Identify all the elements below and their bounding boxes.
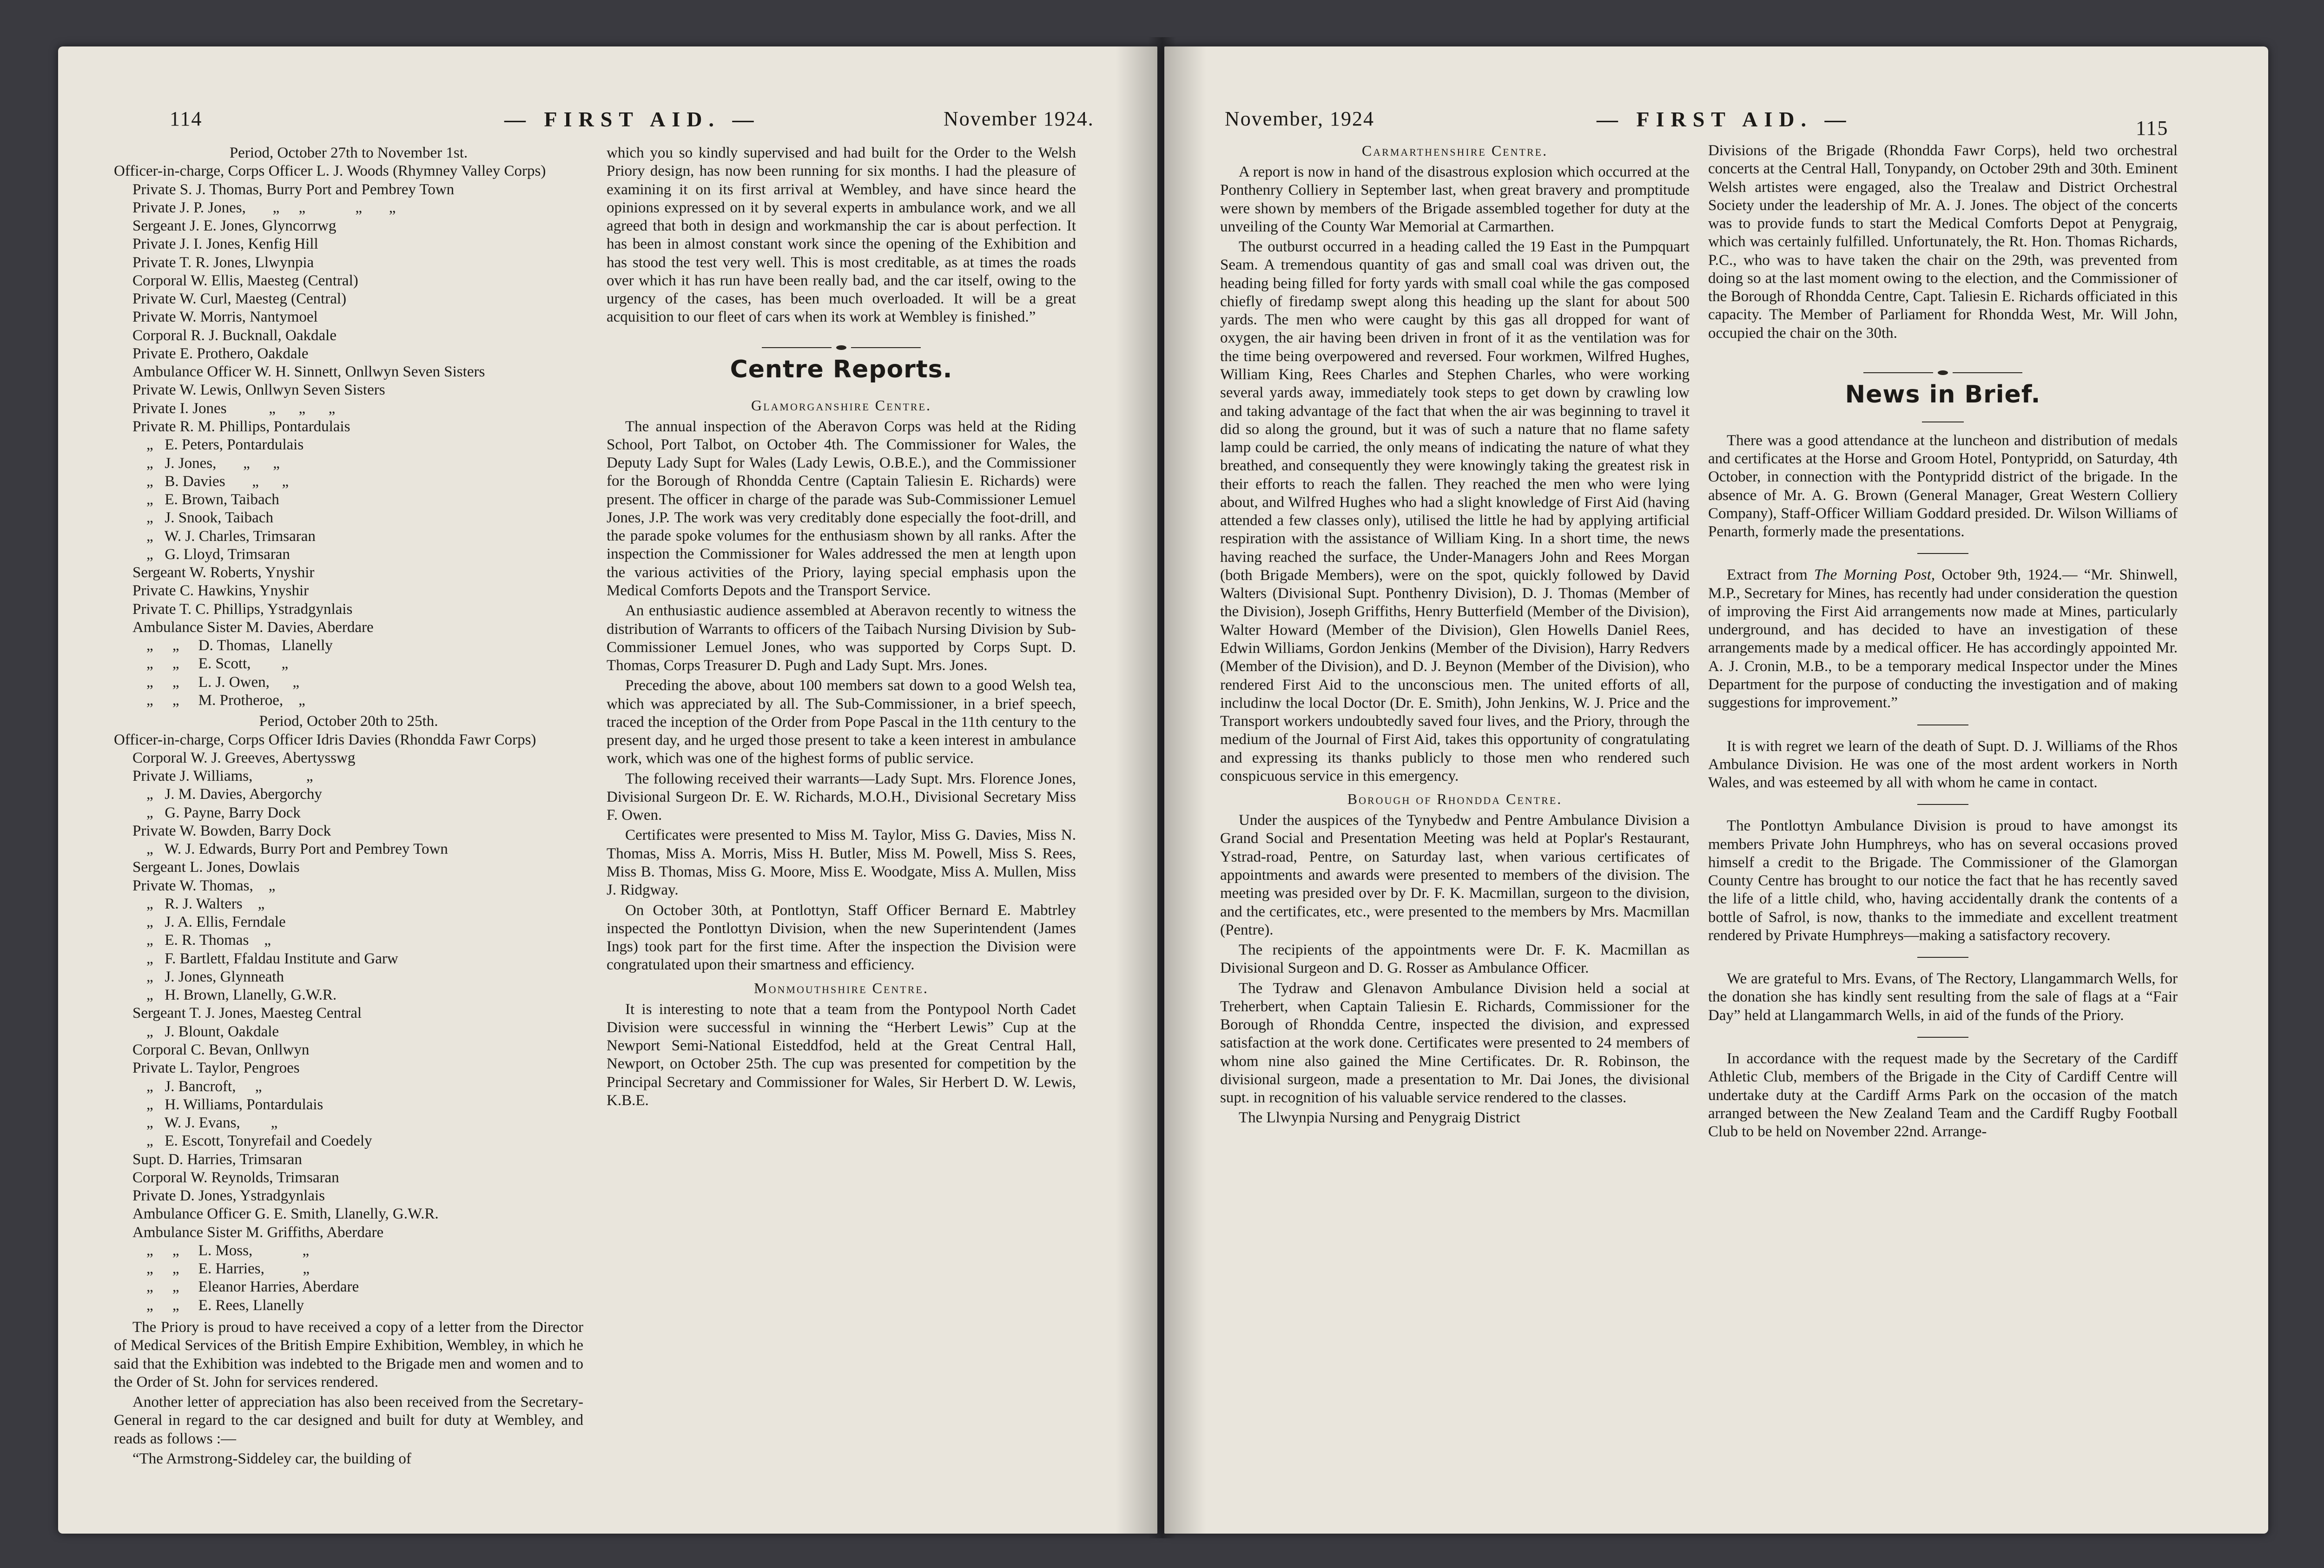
roster-entry: Private W. Morris, Nantymoel	[132, 309, 318, 326]
roster-entry: „ J. Jones, Glynneath	[146, 968, 284, 985]
news-item: The Pontlottyn Ambulance Division is proud to have amongst its members Private John Humphreys, who has on several occasions proved himself a credit to the Brigade. The Commissioner of the Glamorgan County Centre has brought to our notice the fact that he has recently saved the life of a little child, who, having accidentally drank the contents of a bottle of Safrol, is now, thanks to the immediate and excellent treatment rendered by Private Humphreys—making a satisfactory recovery.	[1708, 817, 2178, 944]
roster-entry: Corporal W. Ellis, Maesteg (Central)	[132, 272, 358, 289]
running-date: November, 1924	[1225, 107, 1374, 130]
paragraph: Certificates were presented to Miss M. Taylor, Miss G. Davies, Miss N. Thomas, Miss A. Morris, Miss H. Butler, Miss M. Powell, Miss S. Rees, Miss B. Thomas, Miss G. Moore, Miss E. Woodgate, Miss A. Mullen, Miss J. Ridgway.	[607, 827, 1076, 899]
roster-entry: „ W. J. Edwards, Burry Port and Pembrey Town	[146, 841, 448, 858]
paragraph: The Tydraw and Glenavon Ambulance Division held a social at Treherbert, when Captain Taliesin E. Richards, Commissioner for the Borough of Rhondda Centre, inspected the division, and expressed satisfaction at the work done. Certificates were presented to 24 members of whom nine also gained the Mine Certificates. Dr. R. Robinson, the divisional surgeon, made a presentation to Mr. Dai Jones, the divisional supt. in recognition of his valuable service rendered to the classes.	[1220, 980, 1690, 1107]
roster-entry: Private C. Hawkins, Ynyshir	[132, 582, 309, 600]
roster-entry: „ H. Williams, Pontardulais	[146, 1096, 324, 1113]
roster-entry: Private R. M. Phillips, Pontardulais	[132, 418, 350, 435]
roster-entry: „ R. J. Walters „	[146, 895, 265, 912]
roster-entry: „ J. Blount, Oakdale	[146, 1023, 279, 1040]
roster-entry: Private I. Jones „ „ „	[132, 400, 336, 417]
roster-entry: Private W. Lewis, Onllwyn Seven Sisters	[132, 382, 385, 399]
roster-entry: „ W. J. Evans, „	[146, 1114, 278, 1132]
roster-entry: Private S. J. Thomas, Burry Port and Pembrey Town	[132, 181, 455, 198]
roster-entry: „ E. Peters, Pontardulais	[146, 436, 304, 454]
roster-entry: „ „ L. J. Owen, „	[146, 673, 300, 691]
period-heading: Period, October 20th to 25th.	[259, 713, 438, 730]
text: October 9th, 1924.— “Mr. Shinwell, M.P., Secretary for Mines, has recently had under consideration the question of improving the First Aid arrangements now made at Mines, particularly underground, and has decided to have an investigation of these arrangements made by a medical officer. He has accordingly appointed Mr. A. J. Cronin, M.B., to be a temporary medical Inspector under the Mines Department for the purpose of conducting the investigation and of making suggestions for improvement.”	[1708, 567, 2178, 712]
section-ornament	[1708, 370, 2178, 375]
news-item: There was a good attendance at the luncheon and distribution of medals and certificates at the Horse and Groom Hotel, Pontypridd, on Saturday, 4th October, in connection with the Pontypridd district of the brigade. In the absence of Mr. A. G. Brown (General Manager, Great Western Colliery Company), Staff-Officer William Goddard presided. Dr. Wilson Williams of Penarth, formerly made the presentations.	[1708, 432, 2178, 540]
roster-entry: Private J. I. Jones, Kenfig Hill	[132, 236, 318, 253]
news-item: It is with regret we learn of the death of Supt. D. J. Williams of the Rhos Ambulance Division. He was one of the most ardent workers in North Wales, and was esteemed by all with whom he came in contact.	[1708, 738, 2178, 791]
left-page	[58, 46, 1157, 1534]
paragraph: A report is now in hand of the disastrous explosion which occurred at the Ponthenry Colliery in September last, when great bravery and promptitude were shown by members of the Brigade assembled together for duty at the unveiling of the County War Memorial at Carmarthen.	[1220, 164, 1690, 235]
paragraph: The outburst occurred in a heading called the 19 East in the Pumpquart Seam. A tremendous quantity of gas and small coal was driven out, the heading being filled for forty yards with small coal while the gas composed chiefly of firedamp swept along this heading up the slant for about 500 yards. The men who were caught by this gas all dropped for want of oxygen, the air having been driven in front of it as the ventilation was for the time being overpowered and reversed. Four workmen, Wilfred Hughes, William King, Rees Charles and Stephen Charles, who were working several yards away, immediately took steps to get down by crawling low and taking advantage of the fact that when the air was beginning to travel it did so along the ground, but it was of such a nature that no flame safety lamp could be carried, the only means of indicating the nature of what they breathed, and consequently they were knowingly taking the greatest risk in their efforts to reach the fallen. They reached the men who were lying about, and Wilfred Hughes who had a slight knowledge of First Aid (having attended a few classes only), utilised the little he had by applying artificial respiration with the assistance of William King. In a short time, the news having reached the surface, the Under-Managers John and Rees Morgan (both Brigade Members), were on the spot, quickly followed by David Walters (Divisional Supt. Ponthenry Division), D. J. Thomas (Member of the Division), Joseph Griffiths, Henry Butterfield (Member of the Division), Walter Howard (Member of the Division), Glen Howells Daniel Rees, Edwin Williams, Gordon Jenkins (Member of the Division), Harry Redvers (Member of the Division), and D. J. Beynon (Member of the Division), who rendered First Aid to the unconscious men. The united efforts of all, includinw the local Doctor (Dr. E. Smith), John Jenkins, W. J. Price and the Transport workers undoubtedly saved four lives, and the Priory, through the medium of the Journal of First Aid, takes this opportunity of congratulating and expressing its thanks publicly to those men who rendered such conspicuous service in this emergency.	[1220, 238, 1690, 784]
paragraph: The recipients of the appointments were Dr. F. K. Macmillan as Divisional Surgeon and D. G. Rosser as Ambulance Officer.	[1220, 942, 1690, 977]
paragraph: “The Armstrong-Siddeley car, the building of	[132, 1450, 411, 1467]
roster-entry: „ H. Brown, Llanelly, G.W.R.	[146, 987, 337, 1004]
roster-entry: Sergeant T. J. Jones, Maesteg Central	[132, 1005, 362, 1022]
roster-entry: „ E. Brown, Taibach	[146, 491, 279, 508]
roster-entry: „ J. A. Ellis, Ferndale	[146, 914, 286, 931]
divider	[1917, 957, 1968, 958]
paragraph: The Llwynpia Nursing and Penygraig District	[1239, 1109, 1520, 1127]
paragraph: On October 30th, at Pontlottyn, Staff Officer Bernard E. Mabtrley inspected the Pontlottyn Division, when the new Superintendent (James Ings) took part for the first time. After the inspection the Division were congratulated upon their smartness and efficiency.	[607, 902, 1076, 974]
roster-entry: „ J. Snook, Taibach	[146, 509, 273, 527]
paragraph: The Priory is proud to have received a copy of a letter from the Director of Medical Services of the British Empire Exhibition, Wembley, in which he said that the Exhibition was indebted to the Brigade men and women and to the Order of St. John for services rendered.	[114, 1319, 583, 1390]
subsection-heading: Borough of Rhondda Centre.	[1347, 791, 1563, 808]
roster-entry: „ „ Eleanor Harries, Aberdare	[146, 1278, 359, 1296]
roster-entry: „ „ E. Harries, „	[146, 1260, 310, 1278]
roster-entry: Sergeant J. E. Jones, Glyncorrwg	[132, 217, 337, 235]
roster-entry: Private E. Prothero, Oakdale	[132, 345, 309, 362]
subsection-heading: Carmarthenshire Centre.	[1361, 142, 1548, 159]
roster-entry: Private L. Taylor, Pengroes	[132, 1060, 300, 1077]
roster-entry: Private W. Curl, Maesteg (Central)	[132, 290, 347, 308]
roster-entry: „ B. Davies „ „	[146, 473, 289, 490]
roster-entry: Supt. D. Harries, Trimsaran	[132, 1151, 302, 1168]
officer-in-charge: Officer-in-charge, Corps Officer L. J. Woods (Rhymney Valley Corps)	[114, 163, 546, 180]
section-ornament	[607, 345, 1076, 350]
right-page-column-1	[1220, 142, 1690, 1129]
left-page-column-2	[607, 144, 1076, 1112]
roster-entry: „ F. Bartlett, Ffaldau Institute and Garw	[146, 950, 398, 967]
roster-entry: Corporal W. Reynolds, Trimsaran	[132, 1169, 339, 1186]
roster-entry: „ W. J. Charles, Trimsaran	[146, 527, 316, 545]
paragraph: The following received their warrants—Lady Supt. Mrs. Florence Jones, Divisional Surgeon Dr. E. W. Richards, M.O.H., Divisional Secretary Miss F. Owen.	[607, 770, 1076, 824]
page-number: 115	[2136, 117, 2169, 139]
section-headline: Centre Reports.	[730, 355, 953, 383]
roster-entry: „ E. R. Thomas „	[146, 932, 271, 949]
roster-entry: „ „ M. Protheroe, „	[146, 692, 305, 709]
running-date: November 1924.	[944, 107, 1094, 130]
roster-entry: „ G. Payne, Barry Dock	[146, 804, 301, 821]
roster-entry: Corporal R. J. Bucknall, Oakdale	[132, 327, 337, 344]
roster-entry: Corporal C. Bevan, Onllwyn	[132, 1041, 310, 1059]
roster-entry: Ambulance Sister M. Griffiths, Aberdare	[132, 1224, 384, 1241]
subsection-heading: Monmouthshire Centre.	[754, 979, 929, 996]
officer-in-charge: Officer-in-charge, Corps Officer Idris Davies (Rhondda Fawr Corps)	[114, 731, 536, 748]
paragraph: An enthusiastic audience assembled at Aberavon recently to witness the distribution of Warrants to officers of the Taibach Nursing Division by Sub-Commissioner Lemuel Jones, who was supported by Corps Supt. D. Thomas, Corps Treasurer D. Pugh and Lady Supt. Mrs. Jones.	[607, 602, 1076, 674]
roster-entry: „ J. M. Davies, Abergorchy	[146, 786, 322, 803]
roster-entry: „ G. Lloyd, Trimsaran	[146, 546, 290, 563]
running-title: — FIRST AID. —	[504, 107, 760, 131]
roster-entry: „ „ L. Moss, „	[146, 1242, 310, 1259]
duty-roster-list	[114, 749, 583, 1315]
paragraph: which you so kindly supervised and had built for the Order to the Welsh Priory design, has now been running for six months. I had the pleasure of examining it on its first arrival at Wembley, and have since heard the opinions expressed on it by several experts in ambulance work, and we all agreed that both in design and workmanship the car is about perfection. It has been in almost constant work since the opening of the Exhibition and has stood the test very well. This is most creditable, as at times the roads over which it has run have been really bad, and the car itself, owing to the urgency of the cases, has been much overloaded. It will be a great acquisition to our fleet of cars when its work at Wembley is finished.”	[607, 145, 1076, 326]
roster-entry: Ambulance Officer G. E. Smith, Llanelly, G.W.R.	[132, 1206, 439, 1223]
news-item: We are grateful to Mrs. Evans, of The Rectory, Llangammarch Wells, for the donation she has kindly sent resulting from the sale of flags at a “Fair Day” held at Llangammarch Wells, in aid of the funds of the Priory.	[1708, 970, 2178, 1024]
text: Extract from	[1727, 567, 1814, 584]
section-headline: News in Brief.	[1845, 380, 2041, 408]
roster-entry: Ambulance Officer W. H. Sinnett, Onllwyn Seven Sisters	[132, 363, 485, 381]
right-page-column-2	[1708, 142, 2178, 1143]
roster-entry: „ J. Bancroft, „	[146, 1078, 262, 1095]
running-title: — FIRST AID. —	[1597, 107, 1853, 131]
roster-entry: Private D. Jones, Ystradgynlais	[132, 1187, 325, 1205]
roster-entry: Corporal W. J. Greeves, Abertysswg	[132, 749, 356, 766]
duty-roster-list	[114, 181, 583, 710]
roster-entry: Private W. Bowden, Barry Dock	[132, 822, 331, 839]
news-item	[1708, 566, 2178, 712]
divider	[1917, 804, 1968, 805]
paragraph: It is interesting to note that a team from the Pontypool North Cadet Division were successful in winning the “Herbert Lewis” Cup at the Newport Semi-National Eisteddfod, held at the Great Central Hall, Newport, on October 25th. The cup was presented for competition by the Principal Secretary and Commissioner for Wales, Sir Herbert D. W. Lewis, K.B.E.	[607, 1001, 1076, 1109]
roster-entry: Private T. R. Jones, Llwynpia	[132, 254, 314, 271]
left-page-column-1	[114, 144, 583, 1470]
publication-title: The Morning Post,	[1814, 567, 1935, 584]
roster-entry: Private J. P. Jones, „ „ „ „	[132, 199, 396, 216]
roster-entry: Private J. Williams, „	[132, 768, 313, 785]
roster-entry: Ambulance Sister M. Davies, Aberdare	[132, 619, 374, 636]
right-page	[1164, 46, 2268, 1534]
paragraph: Another letter of appreciation has also been received from the Secretary-General in regard to the car designed and built for duty at Wembley, and reads as follows :—	[114, 1394, 583, 1447]
roster-entry: Sergeant W. Roberts, Ynyshir	[132, 564, 315, 581]
roster-entry: Sergeant L. Jones, Dowlais	[132, 859, 300, 876]
roster-entry: „ „ E. Scott, „	[146, 655, 289, 672]
divider	[1917, 1037, 1968, 1038]
page-number: 114	[170, 107, 203, 130]
roster-entry: „ E. Escott, Tonyrefail and Coedely	[146, 1133, 372, 1150]
roster-entry: „ „ D. Thomas, Llanelly	[146, 637, 333, 654]
period-heading: Period, October 27th to November 1st.	[229, 145, 468, 161]
paragraph: Preceding the above, about 100 members sat down to a good Welsh tea, which was appreciated by all. The Sub-Commissioner, in a brief speech, traced the inception of the Order from Pope Pascal in the 11th century to the present day, and he urged those present to take a keen interest in ambulance work, which was one of the highest forms of public service.	[607, 677, 1076, 767]
paragraph: Under the auspices of the Tynybedw and Pentre Ambulance Division a Grand Social and Presentation Meeting was held at Poplar's Restaurant, Ystrad-road, Pentre, on Saturday last, when various certificates of appointments and awards were presented to members of the division. The meeting was presided over by Dr. F. K. Macmillan, surgeon to the division, and the certificates, etc., were presented to the members by Mrs. Macmillan (Pentre).	[1220, 812, 1690, 938]
paragraph: The annual inspection of the Aberavon Corps was held at the Riding School, Port Talbot, on October 4th. The Commissioner for Wales, the Deputy Lady Supt for Wales (Lady Lewis, O.B.E.), and the Commissioner for the Borough of Rhondda Centre (Captain Taliesin E. Richards) were present. The officer in charge of the parade was Sub-Commissioner Lemuel Jones, J.P. The work was very creditably done especially the foot-drill, and the parade spoke volumes for the enthusiasm shown by all ranks. After the inspection the Commissioner for Wales addressed the men at length upon the various activities of the Priory, laying special emphasis upon the Medical Comforts Depots and the Transport Service.	[607, 418, 1076, 599]
roster-entry: „ J. Jones, „ „	[146, 455, 280, 472]
roster-entry: „ „ E. Rees, Llanelly	[146, 1297, 304, 1314]
divider	[1917, 553, 1968, 554]
subsection-heading: Glamorganshire Centre.	[751, 396, 931, 414]
paragraph: Divisions of the Brigade (Rhondda Fawr Corps), held two orchestral concerts at the Central Hall, Tonypandy, on October 29th and 30th. Eminent Welsh artistes were engaged, also the Trealaw and District Orchestral Society under the leadership of Mr. A. J. Jones. The object of the concerts was to provide funds to start the Medical Comforts Depot at Penygraig, which was certainly fulfilled. Unfortunately, the Rt. Hon. Thomas Richards, P.C., who was to have taken the chair on the 29th, was prevented from doing so at the last moment owing to the election, and the Commissioner of the Borough of Rhondda Centre, Capt. Taliesin E. Richards officiated in this capacity. The Member of Parliament for Rhondda West, Mr. Will John, occupied the chair on the 30th.	[1708, 142, 2178, 342]
roster-entry: Private W. Thomas, „	[132, 877, 276, 894]
roster-entry: Private T. C. Phillips, Ystradgynlais	[132, 600, 353, 618]
news-item: In accordance with the request made by the Secretary of the Cardiff Athletic Club, members of the Brigade in the City of Cardiff Centre will undertake duty at the Cardiff Arms Park on the occasion of the match arranged between the New Zealand Team and the Cardiff Rugby Football Club to be held on November 22nd. Arrange-	[1708, 1050, 2178, 1140]
